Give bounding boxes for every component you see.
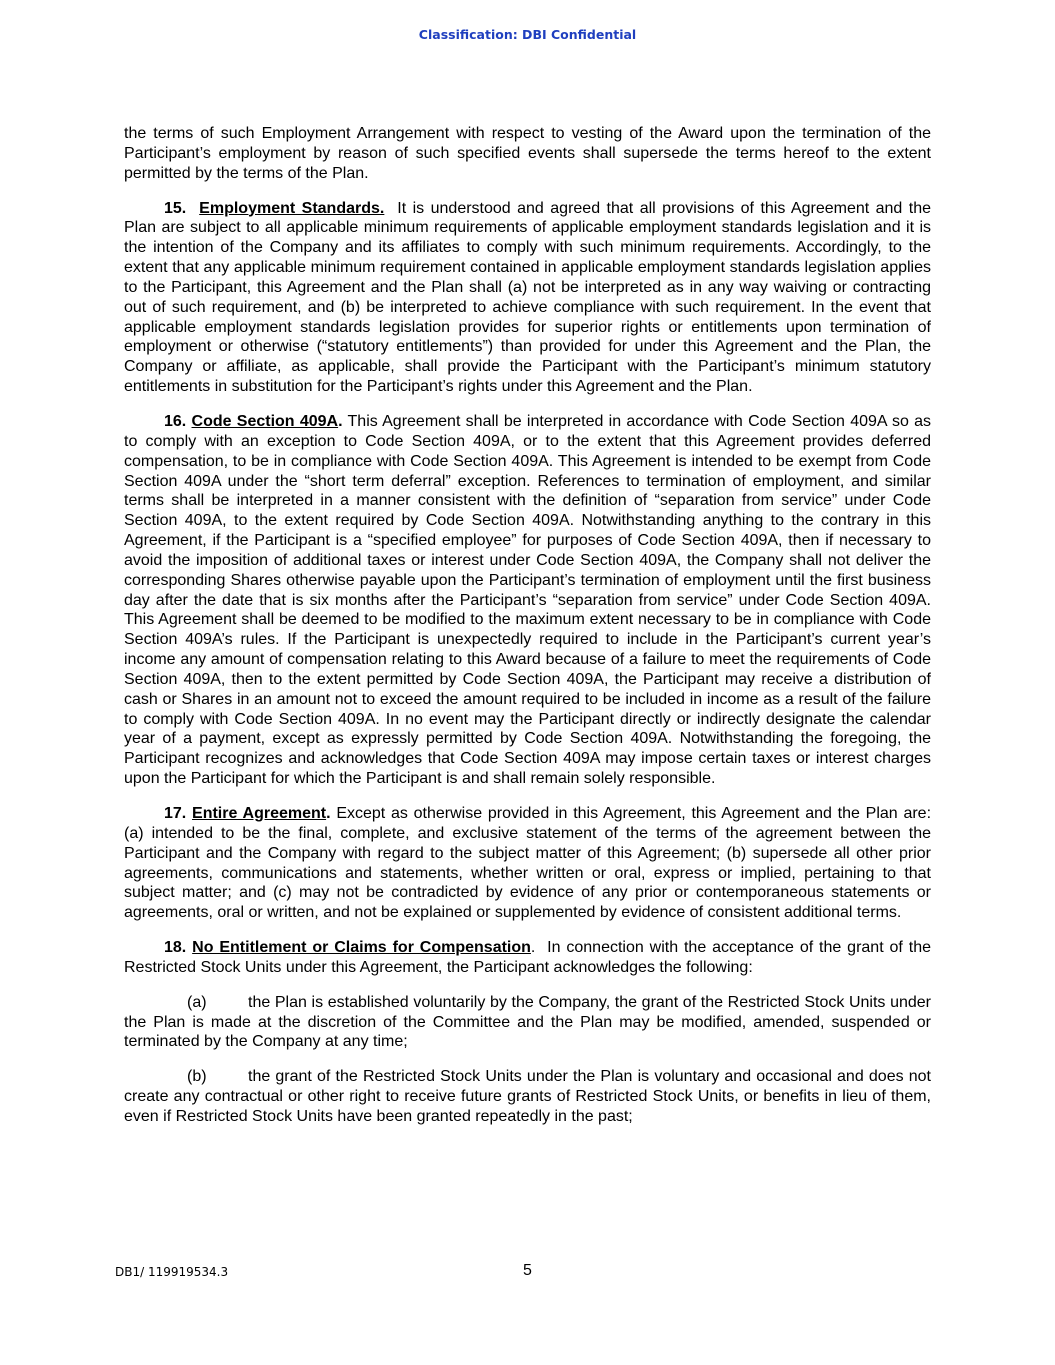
section-text: In connection with the acceptance of the grant of the Restricted Stock Units under this Agreement, the Participant acknowledges the following: (124, 939, 931, 976)
section-number: 17. (164, 805, 187, 822)
section-text: This Agreement shall be interpreted in accordance with Code Section 409A so as to comply with an exception to Code Section 409A, or to the extent that this Agreement provides deferred compensation, to be in compliance with Code Section 409A. This Agreement is intended to be exempt from Code Section 409A under the “short term deferral” exception. References to termination of employment, and similar terms shall be interpreted in a manner consistent with the definition of “separation from service” under Code Section 409A, to the extent required by Code Section 409A. Notwithstanding anything to the contrary in this Agreement, if the Participant is a “specified employee” for purposes of Code Section 409A, then if necessary to avoid the imposition of additional taxes or interest under Code Section 409A, the Company shall not deliver the corresponding Shares otherwise payable upon the Participant’s termination of employment until the first business day after the date that is six months after the Participant’s “separation from service” under Code Section 409A. This Agreement shall be deemed to be modified to the maximum extent necessary to be in compliance with Code Section 409A’s rules. If the Participant is unexpectedly required to include in the Participant’s current year’s income any amount of compensation relating to this Award because of a failure to meet the requirements of Code Section 409A, then to the extent permitted by Code Section 409A, the Participant may receive a distribution of cash or Shares in an amount not to exceed the amount required to be included in income as a result of the failure to comply with Code Section 409A. In no event may the Participant directly or indirectly designate the calendar year of a payment, except as expressly permitted by Code Section 409A. Notwithstanding the foregoing, the Participant recognizes and acknowledges that Code Section 409A may impose certain taxes or interest charges upon the Participant for which the Participant is and shall remain solely responsible. (124, 412, 932, 788)
section-number: 18. (164, 939, 187, 957)
section-title: Employment Standards. (199, 199, 385, 217)
subitem-b (124, 1067, 931, 1127)
section-title: Code Section 409A (191, 412, 339, 430)
section-title-period: . (338, 412, 343, 430)
subitem-text: the grant of the Restricted Stock Units under the Plan is voluntary and occasional and does not create any contractual or other right to receive future grants of Restricted Stock Units, or benefits in lieu of them, even if Restricted Stock Units have been granted repeatedly in the past; (124, 1068, 931, 1125)
classification-header: Classification: DBI Confidential (418, 27, 637, 42)
section-18 (124, 938, 931, 978)
subitem-a (124, 993, 931, 1053)
section-title-period: . (530, 939, 536, 957)
section-title-period: . (326, 805, 331, 822)
section-number: 15. (164, 199, 187, 217)
section-text: Except as otherwise provided in this Agreement, this Agreement and the Plan are: (a) intended to be the final, complete, and exclusive statement of the terms of the agreement between the Participant and the Company with regard to the subject matter of this Agreement; (b) supersede all other prior agreements, communications and statements, whether written or oral, express or implied, pertaining to that subject matter; and (c) may not be contradicted by evidence of any prior or contemporaneous statements or agreements, oral or written, and not be explained or supplemented by evidence of consistent additional terms. (124, 805, 932, 922)
section-title: No Entitlement or Claims for Compensation (192, 939, 531, 957)
section-text: It is understood and agreed that all provisions of this Agreement and the Plan are subject to all applicable minimum requirements of applicable employment standards legislation and it is the intention of the Company and its affiliates to comply with such minimum requirements. Accordingly, to the extent that any applicable minimum requirement contained in applicable employment standards legislation applies to the Participant, this Agreement and the Plan shall (a) not be interpreted as in any way waiving or contracting out of such requirement, and (b) be interpreted to achieve compliance with such requirement. In the event that applicable employment standards legislation provides for superior rights or entitlements upon termination of employment or otherwise (“statutory entitlements”) than provided for under this Agreement and the Plan, the Company or affiliate, as applicable, shall provide the Participant with the Participant’s minimum statutory entitlements in substitution for the Participant’s rights under this Agreement and the Plan. (124, 199, 932, 396)
document-id: DB1/ 119919534.3 (115, 1265, 229, 1279)
subitem-label: (b) (187, 1068, 207, 1086)
intro-paragraph: the terms of such Employment Arrangement with respect to vesting of the Award upon the termination of the Participant’s employment by reason of such specified events shall supersede the terms hereof to the extent permitted by the terms of the Plan. (124, 125, 931, 182)
document-body (124, 124, 931, 1127)
section-number: 16. (164, 412, 187, 430)
subitem-label: (a) (187, 993, 207, 1011)
section-15 (124, 199, 931, 397)
section-16 (124, 412, 931, 789)
subitem-text: the Plan is established voluntarily by the Company, the grant of the Restricted Stock Units under the Plan is made at the discretion of the Committee and the Plan may be modified, amended, suspended or terminated by the Company at any time; (124, 993, 931, 1051)
section-title: Entire Agreement (192, 805, 327, 822)
section-17 (124, 804, 931, 923)
page-number: 5 (523, 1262, 532, 1279)
